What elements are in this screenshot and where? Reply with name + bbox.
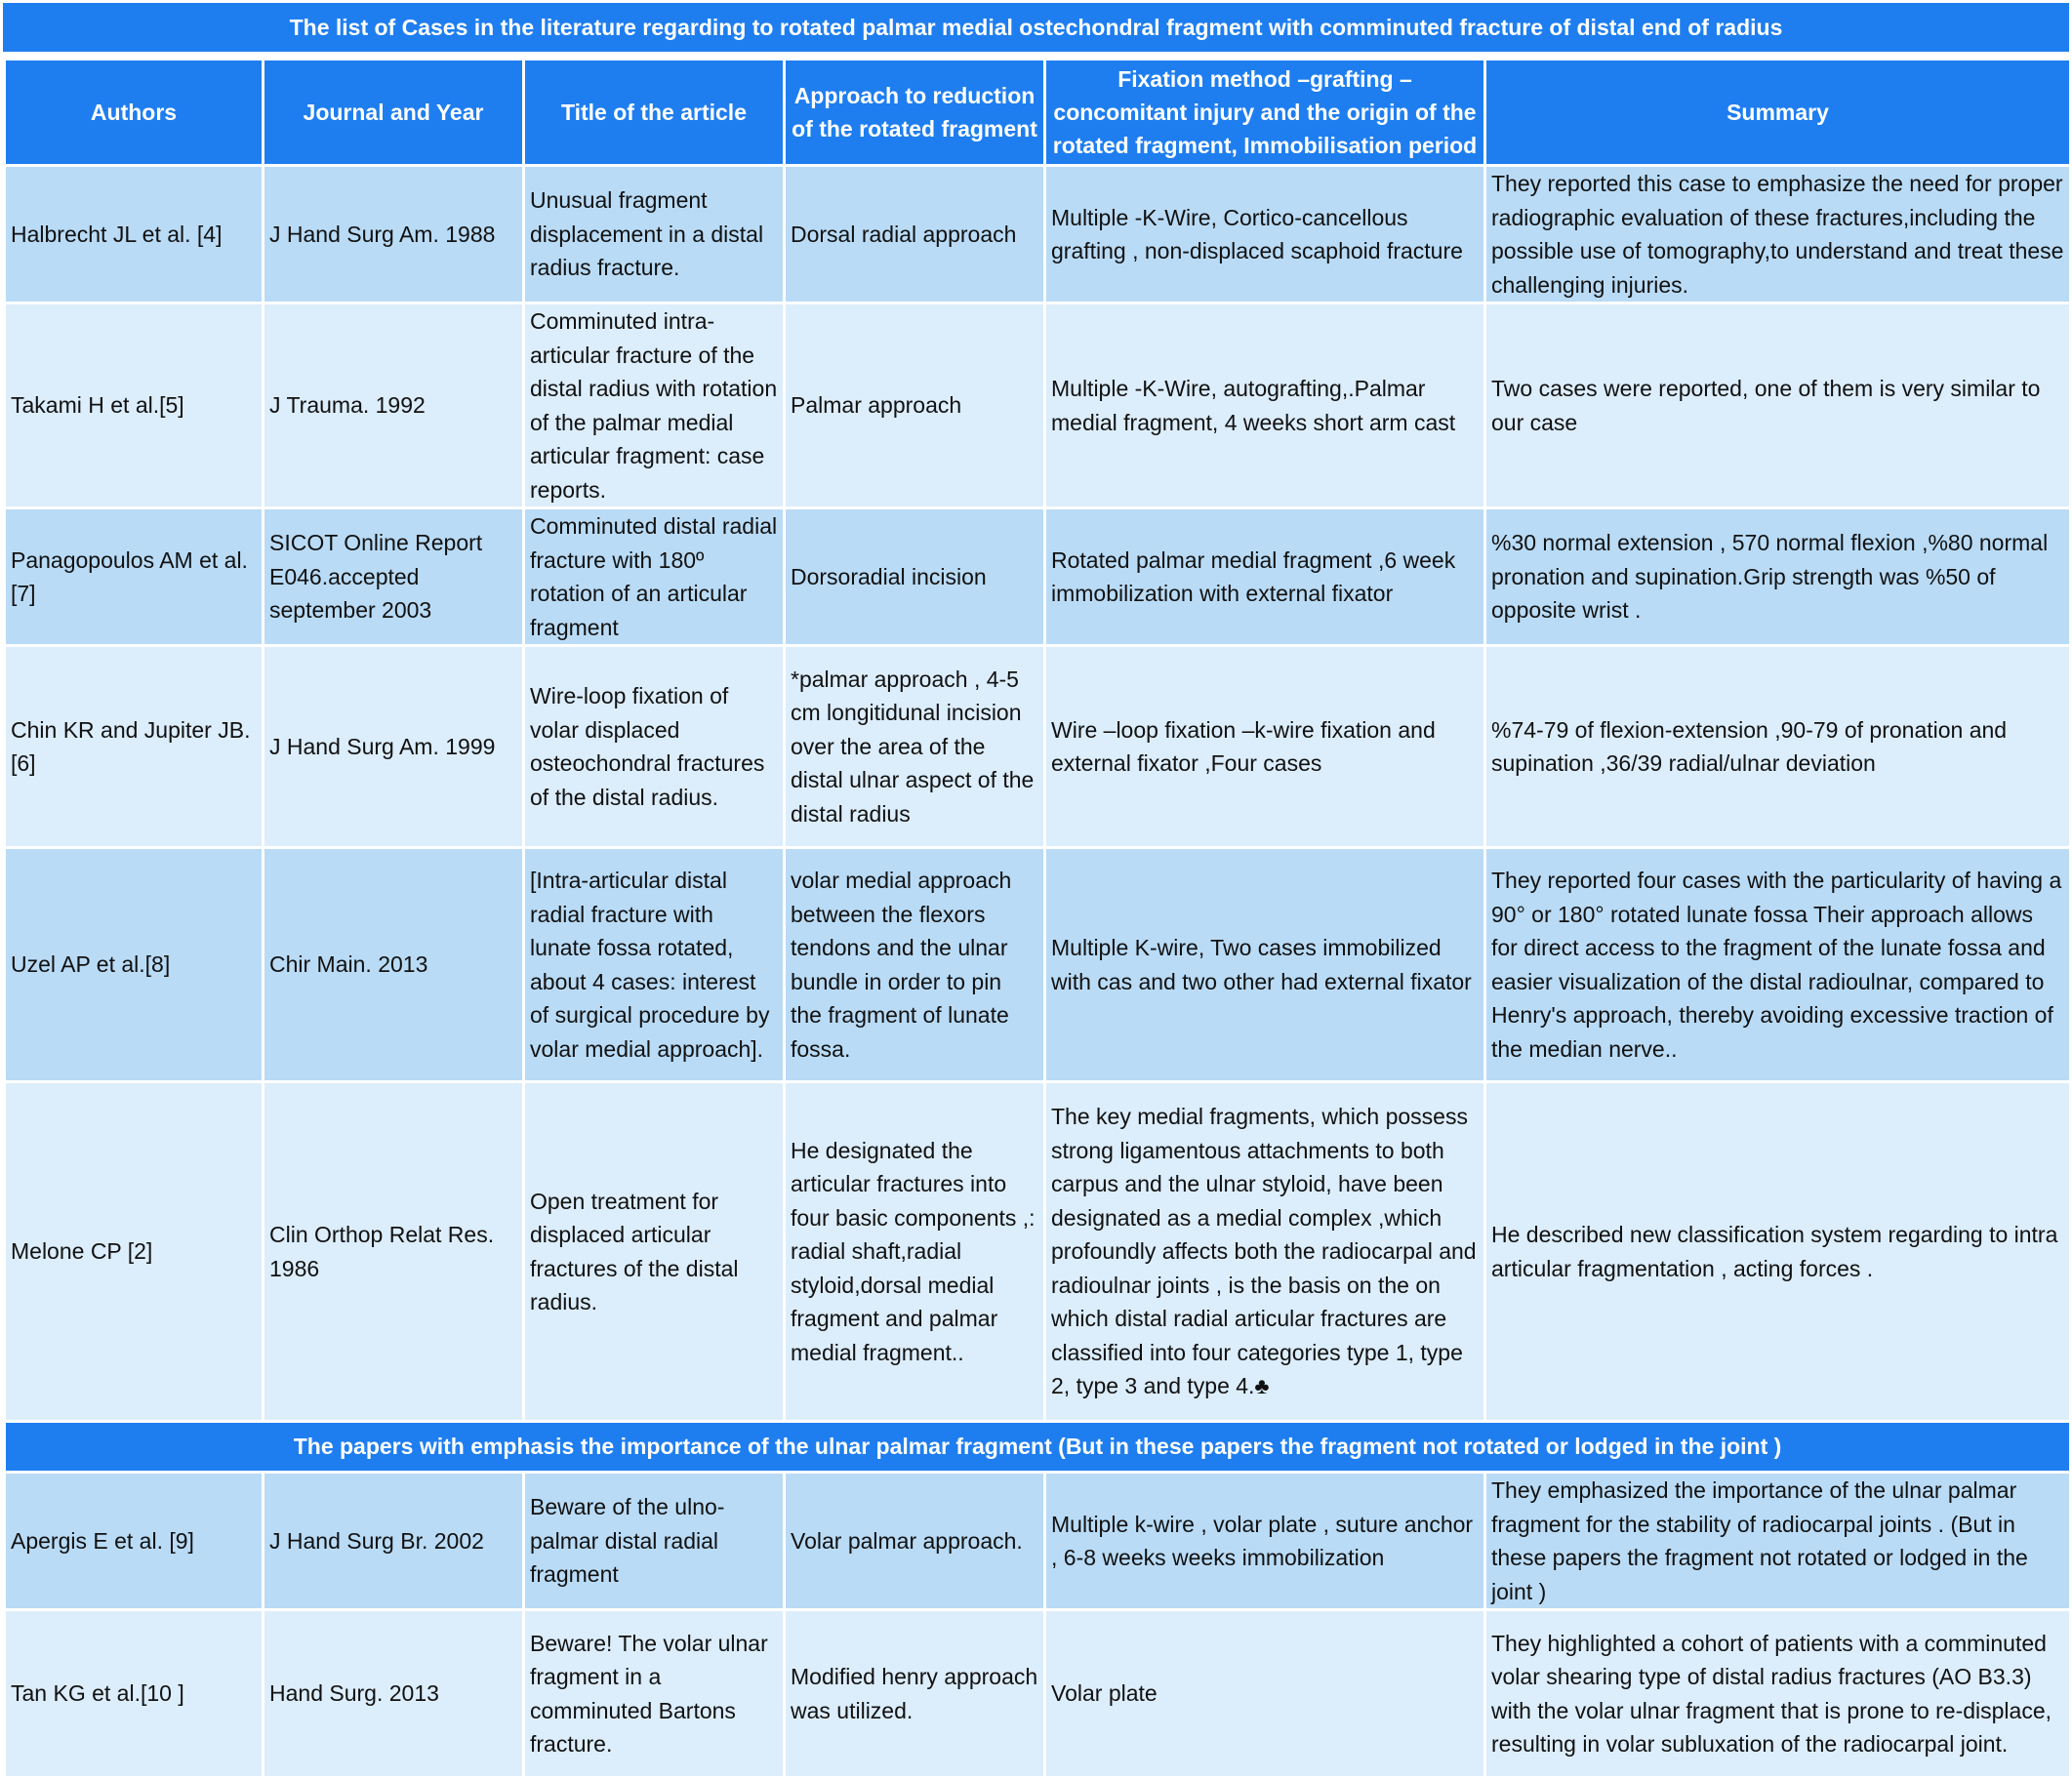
cell-journal: Chir Main. 2013 — [264, 848, 524, 1082]
header-title: Title of the article — [524, 60, 785, 166]
literature-table — [3, 58, 2072, 1779]
table-row — [5, 303, 2071, 508]
table-title: The list of Cases in the literature regarding to rotated palmar medial ostechondral fragment with comminuted fracture of distal end of radius — [3, 3, 2069, 52]
header-authors: Authors — [5, 60, 264, 166]
cell-title: Open treatment for displaced articular fractures of the distal radius. — [524, 1082, 785, 1422]
cell-authors: Melone CP [2] — [5, 1082, 264, 1422]
cell-title: [Intra-articular distal radial fracture with lunate fossa rotated, about 4 cases: interest of surgical procedure by volar medial approach]. — [524, 848, 785, 1082]
header-fixation: Fixation method –grafting –concomitant injury and the origin of the rotated fragment, Immobilisation period — [1045, 60, 1485, 166]
section-title: The papers with emphasis the importance of the ulnar palmar fragment (But in these papers the fragment not rotated or lodged in the joint ) — [5, 1422, 2071, 1473]
cell-fixation: Multiple -K-Wire, Cortico-cancellous grafting , non-displaced scaphoid fracture — [1045, 166, 1485, 303]
header-summary: Summary — [1485, 60, 2071, 166]
cell-approach: Dorsal radial approach — [785, 166, 1045, 303]
cell-fixation: The key medial fragments, which possess strong ligamentous attachments to both carpus and the ulnar styloid, have been designated as a medial complex ,which profoundly affects both the radiocarpal and radioulnar joints , is the basis on the on which distal radial articular fractures are classified into four categories type 1, type 2, type 3 and type 4.♣ — [1045, 1082, 1485, 1422]
cell-fixation: Multiple -K-Wire, autografting,.Palmar medial fragment, 4 weeks short arm cast — [1045, 303, 1485, 508]
cell-summary: They emphasized the importance of the ulnar palmar fragment for the stability of radiocarpal joints . (But in these papers the fragment not rotated or lodged in the joint ) — [1485, 1473, 2071, 1610]
cell-approach: volar medial approach between the flexors tendons and the ulnar bundle in order to pin the fragment of lunate fossa. — [785, 848, 1045, 1082]
cell-fixation: Multiple K-wire, Two cases immobilized with cas and two other had external fixator — [1045, 848, 1485, 1082]
cell-journal: Clin Orthop Relat Res. 1986 — [264, 1082, 524, 1422]
cell-title: Wire-loop fixation of volar displaced osteochondral fractures of the distal radius. — [524, 646, 785, 848]
cell-fixation: Wire –loop fixation –k-wire fixation and external fixator ,Four cases — [1045, 646, 1485, 848]
cell-authors: Apergis E et al. [9] — [5, 1473, 264, 1610]
cell-journal: J Hand Surg Am. 1999 — [264, 646, 524, 848]
cell-journal: J Hand Surg Br. 2002 — [264, 1473, 524, 1610]
cell-journal: J Trauma. 1992 — [264, 303, 524, 508]
cell-approach: Modified henry approach was utilized. — [785, 1610, 1045, 1778]
cell-summary: %74-79 of flexion-extension ,90-79 of pronation and supination ,36/39 radial/ulnar deviation — [1485, 646, 2071, 848]
cell-approach: Volar palmar approach. — [785, 1473, 1045, 1610]
cell-approach: Dorsoradial incision — [785, 508, 1045, 646]
header-journal: Journal and Year — [264, 60, 524, 166]
table-row — [5, 848, 2071, 1082]
cell-authors: Panagopoulos AM et al. [7] — [5, 508, 264, 646]
cell-summary: They highlighted a cohort of patients with a comminuted volar shearing type of distal radius fractures (AO B3.3) with the volar ulnar fragment that is prone to re-displace, resulting in volar subluxation of the radiocarpal joint. — [1485, 1610, 2071, 1778]
cell-journal: Hand Surg. 2013 — [264, 1610, 524, 1778]
cell-summary: He described new classification system regarding to intra articular fragmentation , acting forces . — [1485, 1082, 2071, 1422]
cell-approach: He designated the articular fractures into four basic components ,: radial shaft,radial styloid,dorsal medial fragment and palmar medial fragment.. — [785, 1082, 1045, 1422]
cell-fixation: Multiple k-wire , volar plate , suture anchor , 6-8 weeks weeks immobilization — [1045, 1473, 1485, 1610]
cell-authors: Tan KG et al.[10 ] — [5, 1610, 264, 1778]
cell-approach: Palmar approach — [785, 303, 1045, 508]
table-row — [5, 508, 2071, 646]
cell-summary: They reported four cases with the particularity of having a 90° or 180° rotated lunate fossa Their approach allows for direct access to the fragment of the lunate fossa and easier visualization of the distal radioulnar, compared to Henry's approach, thereby avoiding excessive traction of the median nerve.. — [1485, 848, 2071, 1082]
cell-fixation: Volar plate — [1045, 1610, 1485, 1778]
table-row — [5, 646, 2071, 848]
table-row — [5, 166, 2071, 303]
table-row — [5, 1610, 2071, 1778]
cell-title: Beware of the ulno-palmar distal radial fragment — [524, 1473, 785, 1610]
cell-authors: Halbrecht JL et al. [4] — [5, 166, 264, 303]
cell-fixation: Rotated palmar medial fragment ,6 week immobilization with external fixator — [1045, 508, 1485, 646]
cell-title: Comminuted distal radial fracture with 180º rotation of an articular fragment — [524, 508, 785, 646]
cell-approach: *palmar approach , 4-5 cm longitidunal incision over the area of the distal ulnar aspect of the distal radius — [785, 646, 1045, 848]
cell-title: Beware! The volar ulnar fragment in a comminuted Bartons fracture. — [524, 1610, 785, 1778]
cell-title: Unusual fragment displacement in a distal radius fracture. — [524, 166, 785, 303]
cell-authors: Takami H et al.[5] — [5, 303, 264, 508]
cell-journal: SICOT Online Report E046.accepted september 2003 — [264, 508, 524, 646]
section-row — [5, 1422, 2071, 1473]
cell-authors: Uzel AP et al.[8] — [5, 848, 264, 1082]
cell-summary: %30 normal extension , 570 normal flexion ,%80 normal pronation and supination.Grip strength was %50 of opposite wrist . — [1485, 508, 2071, 646]
header-approach: Approach to reduction of the rotated fragment — [785, 60, 1045, 166]
cell-summary: Two cases were reported, one of them is very similar to our case — [1485, 303, 2071, 508]
cell-summary: They reported this case to emphasize the need for proper radiographic evaluation of these fractures,including the possible use of tomography,to understand and treat these challenging injuries. — [1485, 166, 2071, 303]
table-row — [5, 1082, 2071, 1422]
header-row — [5, 60, 2071, 166]
cell-authors: Chin KR and Jupiter JB.[6] — [5, 646, 264, 848]
table-row — [5, 1473, 2071, 1610]
cell-title: Comminuted intra-articular fracture of the distal radius with rotation of the palmar medial articular fragment: case reports. — [524, 303, 785, 508]
cell-journal: J Hand Surg Am. 1988 — [264, 166, 524, 303]
